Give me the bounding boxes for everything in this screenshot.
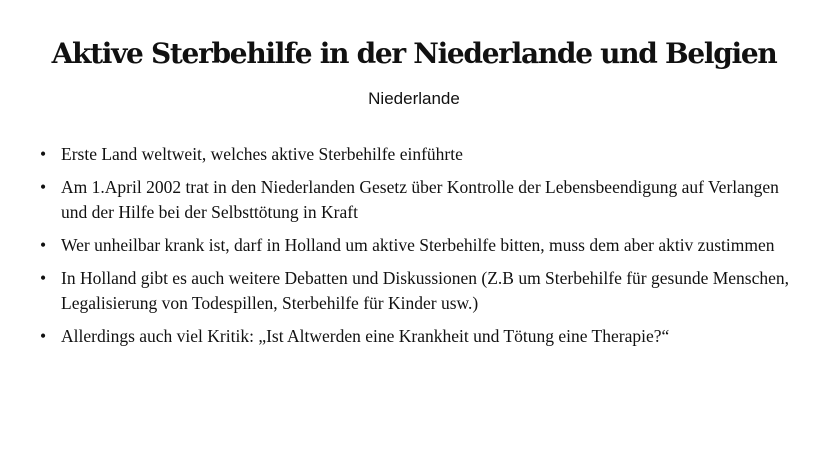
bullet-dot-icon: • [40,235,47,255]
slide-title: Aktive Sterbehilfe in der Niederlande und Belgien [51,37,777,70]
bullet-item [40,324,800,349]
bullet-dot-icon: • [40,144,47,164]
bullet-list [40,142,800,357]
bullet-item [40,142,800,167]
bullet-text: Wer unheilbar krank ist, darf in Holland um aktive Sterbehilfe bitten, muss dem aber aktiv zustimmen [61,235,775,255]
bullet-dot-icon: • [40,326,47,346]
bullet-text: Am 1.April 2002 trat in den Niederlanden Gesetz über Kontrolle der Lebensbeendigung auf Verlangen und der Hilfe bei der Selbsttötung in Kraft [61,177,779,222]
bullet-dot-icon: • [40,268,47,288]
bullet-item [40,175,800,225]
bullet-text: In Holland gibt es auch weitere Debatten und Diskussionen (Z.B um Sterbehilfe für gesunde Menschen, Legalisierung von Todespillen, Sterbehilfe für Kinder usw.) [61,268,790,313]
bullet-item [40,266,800,316]
bullet-text: Allerdings auch viel Kritik: „Ist Altwerden eine Krankheit und Tötung eine Therapie?“ [61,326,670,346]
slide-subtitle: Niederlande [368,89,460,108]
bullet-dot-icon: • [40,177,47,197]
bullet-item [40,233,800,258]
bullet-text: Erste Land weltweit, welches aktive Sterbehilfe einführte [61,144,463,164]
